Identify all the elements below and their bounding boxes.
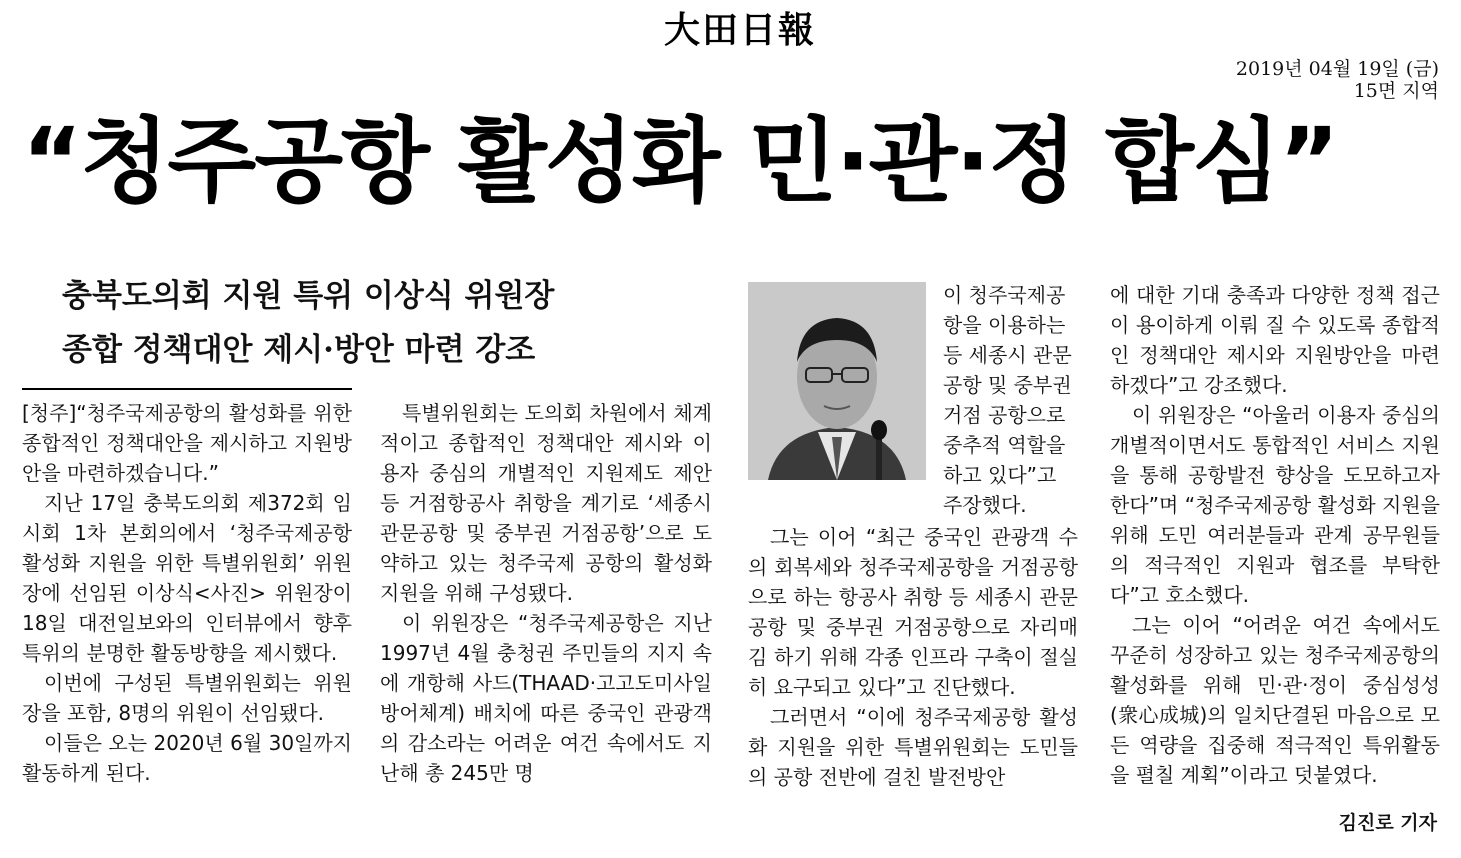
subheadline-2: 종합 정책대안 제시·방안 마련 강조 [62, 332, 536, 368]
article-column-1 [22, 398, 352, 788]
dateline [1236, 58, 1439, 102]
text-line: 이 청주국제공 [943, 283, 1066, 307]
paragraph: 그는 이어 “어려운 여건 속에서도 꾸준히 성장하고 있는 청주국제공항의 활성화를 위해 민·관·정이 중심성성(衆心成城)의 일치단결된 마음으로 모든 역량을 집중해 적극적인 특위활동을 펼칠 계획”이라고 덧붙였다. [1110, 613, 1440, 787]
paragraph: 그러면서 “이에 청주국제공항 활성화 지원을 위한 특별위원회는 도민들의 공항 전반에 걸친 발전방안 [748, 705, 1078, 789]
text-line: 공항 및 중부권 [943, 373, 1072, 397]
text-line: 거점 공항으로 [943, 403, 1066, 427]
text-line: 중추적 역할을 [943, 433, 1066, 457]
paragraph: 특별위원회는 도의회 차원에서 체계적이고 종합적인 정책대안 제시와 이용자 중심의 개별적인 지원제도 제안 등 거점항공사 취항을 계기로 ‘세종시 관문공항 및 중부권 거점공항’으로 도약하고 있는 청주국제 공항의 활성화지원을 위해 구성됐다. [380, 401, 712, 605]
article-column-2 [380, 398, 712, 788]
paragraph: 이 위원장은 “아울러 이용자 중심의 개별적이면서도 통합적인 서비스 지원을 통해 공항발전 향상을 도모하고자 한다”며 “청주국제공항 활성화 지원을 위해 도민 여러분들과 관계 공무원들의 적극적인 지원과 협조를 부탁한다”고 호소했다. [1110, 403, 1440, 607]
paragraph: 에 대한 기대 충족과 다양한 정책 접근이 용이하게 이뤄 질 수 있도록 종합적인 정책대안 제시와 지원방안을 마련하겠다”고 강조했다. [1110, 283, 1440, 397]
issue-date: 2019년 04월 19일 (금) [1235, 58, 1439, 80]
page-section: 15면 지역 [1353, 80, 1439, 102]
text-line: 주장했다. [943, 493, 1027, 517]
article-column-3-top [943, 280, 1077, 520]
reporter-byline: 김진로 기자 [1338, 812, 1437, 834]
article-column-4 [1110, 280, 1440, 790]
paragraph: 그는 이어 “최근 중국인 관광객 수의 회복세와 청주국제공항을 거점공항으로 하는 항공사 취항 등 세종시 관문공항 및 중부권 거점공항으로 자리매김 하기 위해 각종 인프라 구축이 절실히 요구되고 있다”고 진단했다. [748, 525, 1078, 699]
paragraph: [청주]“청주국제공항의 활성화를 위한 종합적인 정책대안을 제시하고 지원방안을 마련하겠습니다.” [22, 401, 352, 485]
paragraph: 지난 17일 충북도의회 제372회 임시회 1차 본회의에서 ‘청주국제공항 활성화 지원을 위한 특별위원회’ 위원장에 선임된 이상식<사진> 위원장이 18일 대전일보와의 인터뷰에서 향후 특위의 분명한 활동방향을 제시했다. [22, 491, 352, 665]
column-rule [22, 388, 352, 390]
subheadline-1: 충북도의회 지원 특위 이상식 위원장 [62, 278, 555, 314]
text-line: 등 세종시 관문 [943, 343, 1072, 367]
article-headline: “청주공항 활성화 민·관·정 합심” [22, 108, 1338, 215]
reporter-subject-photo [748, 282, 926, 480]
paragraph: 이들은 오는 2020년 6월 30일까지 활동하게 된다. [22, 731, 352, 785]
article-column-3 [748, 522, 1078, 792]
paragraph: 이번에 구성된 특별위원회는 위원장을 포함, 8명의 위원이 선임됐다. [22, 671, 352, 725]
text-line: 항을 이용하는 [943, 313, 1066, 337]
portrait-illustration [748, 282, 926, 480]
newspaper-masthead: 大田日報 [663, 9, 816, 51]
paragraph: 이 위원장은 “청주국제공항은 지난 1997년 4월 충청권 주민들의 지지 속에 개항해 사드(THAAD·고고도미사일방어체계) 배치에 따른 중국인 관광객의 감소라는 어려운 여건 속에서도 지난해 총 245만 명 [380, 611, 712, 785]
text-line: 하고 있다”고 [943, 463, 1057, 487]
